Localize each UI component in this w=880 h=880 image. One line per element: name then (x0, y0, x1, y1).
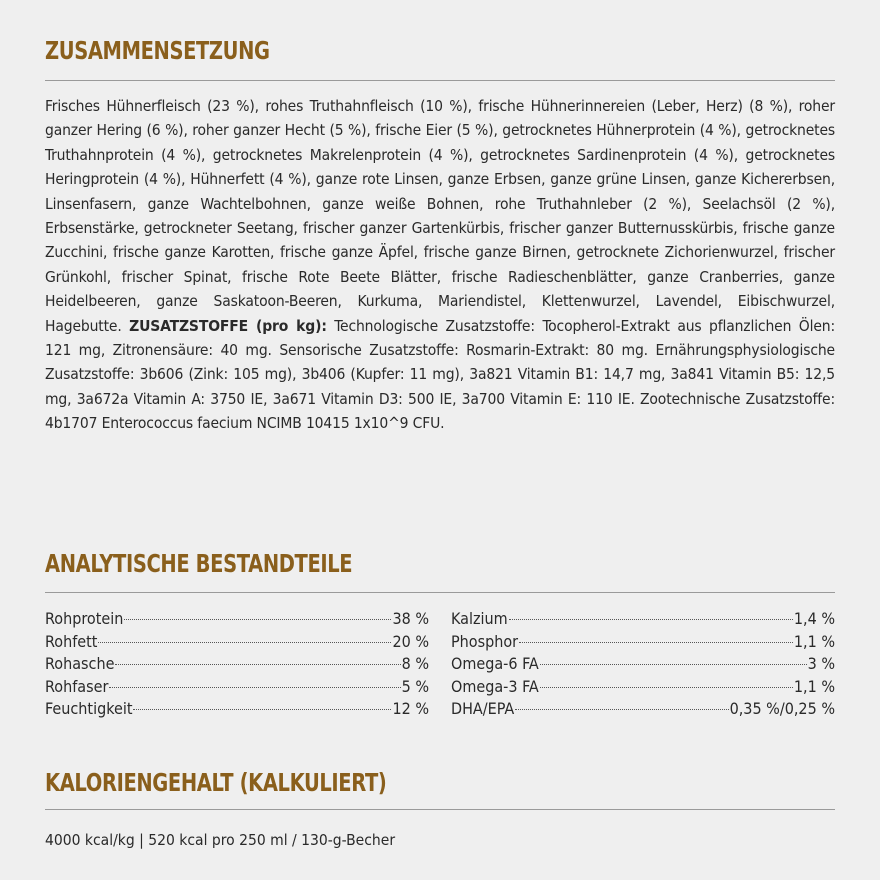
table-row (45, 608, 429, 631)
analytics-section (45, 549, 835, 579)
analytics-table (45, 608, 835, 721)
table-row (45, 698, 429, 721)
row-label: Omega-3 FA (451, 676, 539, 696)
dot-leader (540, 664, 807, 665)
analytics-divider (45, 592, 835, 593)
row-value: 0,35 %/0,25 % (729, 699, 835, 718)
composition-heading: ZUSAMMENSETZUNG (45, 36, 270, 65)
row-label: Rohasche (45, 654, 115, 673)
table-row (451, 631, 835, 654)
dot-leader (124, 619, 391, 620)
row-value: 20 % (392, 631, 429, 651)
row-value: 12 % (392, 699, 429, 718)
additives-text: Technologische Zusatzstoffe: Tocopherol-Extrakt aus pflanzlichen Ölen: 121 mg, Zitronensäure: 40 mg. Sensorische Zusatzstoffe: Rosmarin-Extrakt: 80 mg. Ernährungsphysiologische Zusatzstoffe: 3b606 (Zink: 105 mg), 3b406 (Kupfer: 11 mg), 3a821 Vitamin B1: 14,7 mg, 3a841 Vitamin B5: 12,5 mg, 3a672a Vitamin A: 3750 IE, 3a671 Vitamin D3: 500 IE, 3a700 Vitamin E: 110 IE. Zootechnische Zusatzstoffe: 4b1707 Enterococcus faecium NCIMB 10415 1x10^9 CFU. (45, 316, 836, 433)
row-value: 1,1 % (793, 631, 835, 651)
analytics-column-left (45, 608, 429, 721)
row-label: Rohprotein (45, 609, 124, 628)
dot-leader (540, 687, 793, 688)
row-label: Rohfaser (45, 676, 109, 696)
dot-leader (515, 709, 728, 710)
calories-text: 4000 kcal/kg | 520 kcal pro 250 ml / 130-g-Becher (45, 831, 396, 849)
table-row (451, 698, 835, 721)
table-row (451, 608, 835, 631)
dot-leader (509, 619, 793, 620)
dot-leader (109, 687, 400, 688)
dot-leader (519, 642, 793, 643)
dot-leader (133, 709, 391, 710)
row-value: 1,1 % (793, 676, 835, 696)
calories-heading: KALORIENGEHALT (KALKULIERT) (45, 768, 387, 797)
dot-leader (115, 664, 400, 665)
composition-section (45, 36, 835, 66)
row-value: 3 % (807, 654, 835, 673)
row-label: Feuchtigkeit (45, 699, 133, 718)
row-value: 38 % (392, 609, 429, 628)
table-row (45, 676, 429, 699)
dot-leader (98, 642, 391, 643)
table-row (451, 653, 835, 676)
additives-label: ZUSATZSTOFFE (pro kg): (129, 316, 327, 335)
row-label: Phosphor (451, 631, 519, 651)
row-label: Omega-6 FA (451, 654, 539, 673)
row-label: Kalzium (451, 609, 508, 628)
table-row (451, 676, 835, 699)
composition-divider (45, 80, 835, 81)
calories-divider (45, 809, 835, 810)
row-value: 8 % (401, 654, 429, 673)
composition-ingredients: Frisches Hühnerfleisch (23 %), rohes Truthahnfleisch (10 %), frische Hühnerinnereien (Leber, Herz) (8 %), roher ganzer Hering (6 %), roher ganzer Hecht (5 %), frische Eier (5 %), getrocknetes Hühnerprotein (4 %), getrocknetes Truthahnprotein (4 %), getrocknetes Makrelenprotein (4 %), getrocknetes Sardinenprotein (4 %), getrocknetes Heringprotein (4 %), Hühnerfett (4 %), ganze rote Linsen, ganze Erbsen, ganze grüne Linsen, ganze Kichererbsen, Linsenfasern, ganze Wachtelbohnen, ganze weiße Bohnen, rohe Truthahnleber (2 %), Seelachsöl (2 %), Erbsenstärke, getrockneter Seetang, frischer ganzer Gartenkürbis, frischer ganzer Butternusskürbis, frische ganze Zucchini, frische ganze Karotten, frische ganze Äpfel, frische ganze Birnen, getrocknete Zichorienwurzel, frischer Grünkohl, frischer Spinat, frische Rote Beete Blätter, frische Radieschenblätter, ganze Cranberries, ganze Heidelbeeren, ganze Saskatoon-Beeren, Kurkuma, Mariendistel, Klettenwurzel, Lavendel, Eibischwurzel, Hagebutte. (45, 97, 835, 335)
row-label: Rohfett (45, 631, 98, 651)
row-value: 5 % (401, 676, 429, 696)
calories-section (45, 768, 835, 798)
composition-text-block (45, 94, 835, 436)
row-value: 1,4 % (793, 609, 835, 628)
analytics-column-right (451, 608, 835, 721)
table-row (45, 631, 429, 654)
table-row (45, 653, 429, 676)
analytics-heading: ANALYTISCHE BESTANDTEILE (45, 549, 353, 578)
row-label: DHA/EPA (451, 699, 515, 718)
